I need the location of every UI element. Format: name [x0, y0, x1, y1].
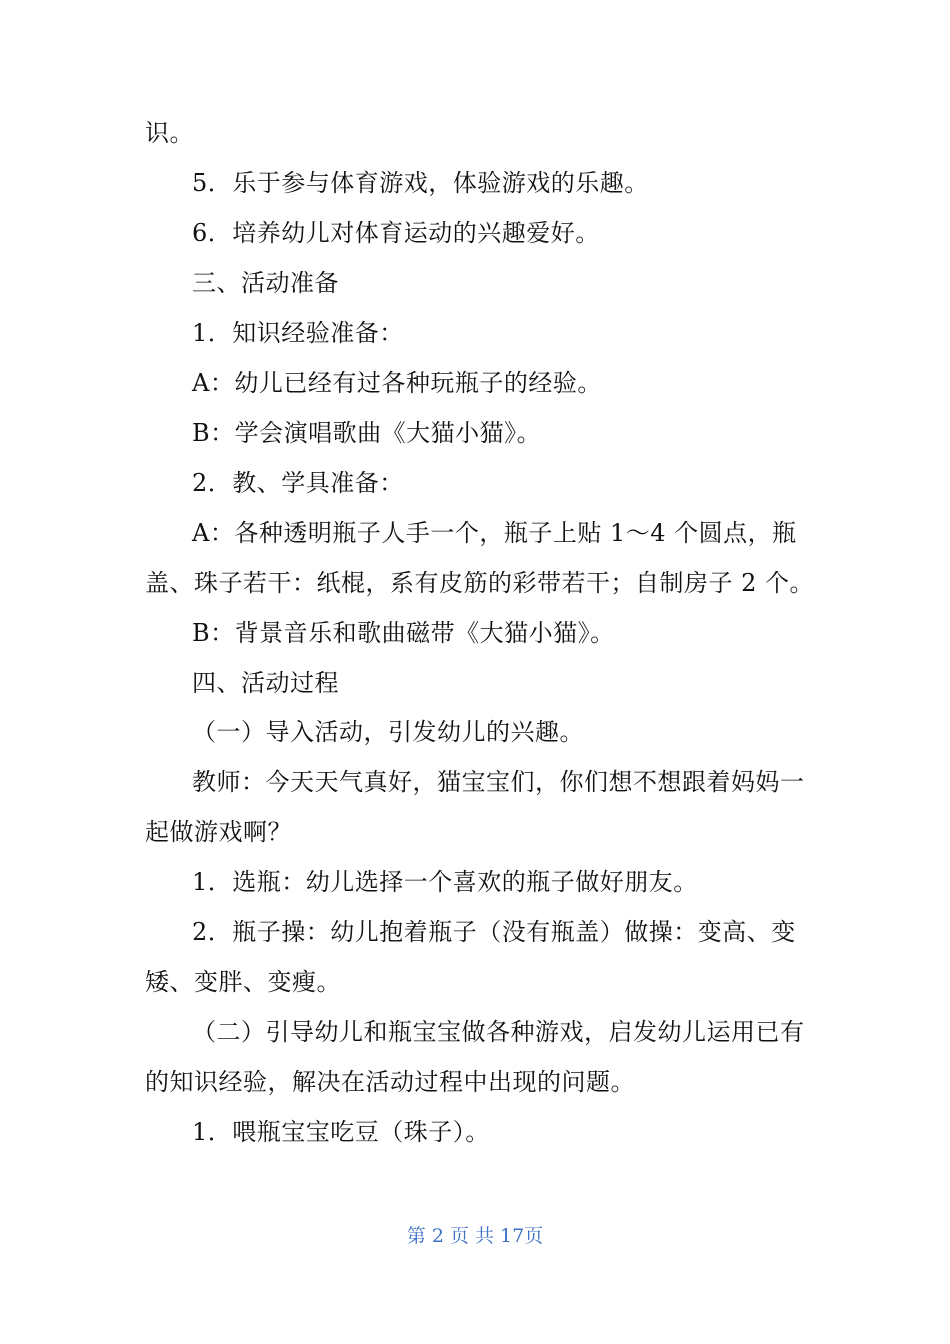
- text-line: 教师：今天天气真好，猫宝宝们，你们想不想跟着妈妈一: [192, 768, 805, 796]
- text-line: （一）导入活动，引发幼儿的兴趣。: [192, 718, 584, 746]
- text-line: 1．喂瓶宝宝吃豆（珠子）。: [192, 1118, 490, 1146]
- text-line: （二）引导幼儿和瓶宝宝做各种游戏，启发幼儿运用已有: [192, 1018, 805, 1046]
- text-line: A：各种透明瓶子人手一个，瓶子上贴 1～4 个圆点，瓶: [192, 519, 797, 547]
- text-line: 矮、变胖、变瘦。: [145, 968, 341, 996]
- text-line: 识。: [145, 119, 194, 147]
- section-heading: 三、活动准备: [192, 269, 339, 297]
- text-line: 5．乐于参与体育游戏，体验游戏的乐趣。: [192, 169, 649, 197]
- text-line: 2．教、学具准备：: [192, 469, 404, 497]
- text-line: 2．瓶子操：幼儿抱着瓶子（没有瓶盖）做操：变高、变: [192, 918, 796, 946]
- text-line: B：学会演唱歌曲《大猫小猫》。: [192, 419, 542, 447]
- page-footer: 第 2 页 共 17页: [406, 1225, 544, 1247]
- text-line: 1．选瓶：幼儿选择一个喜欢的瓶子做好朋友。: [192, 868, 698, 896]
- text-line: 1．知识经验准备：: [192, 319, 404, 347]
- text-line: 的知识经验，解决在活动过程中出现的问题。: [145, 1068, 635, 1096]
- text-line: B：背景音乐和歌曲磁带《大猫小猫》。: [192, 619, 615, 647]
- text-line: 盖、珠子若干：纸棍，系有皮筋的彩带若干；自制房子 2 个。: [145, 569, 815, 597]
- text-line: 6．培养幼儿对体育运动的兴趣爱好。: [192, 219, 600, 247]
- text-line: 起做游戏啊？: [145, 818, 292, 846]
- section-heading: 四、活动过程: [192, 669, 339, 697]
- text-line: A：幼儿已经有过各种玩瓶子的经验。: [192, 369, 602, 397]
